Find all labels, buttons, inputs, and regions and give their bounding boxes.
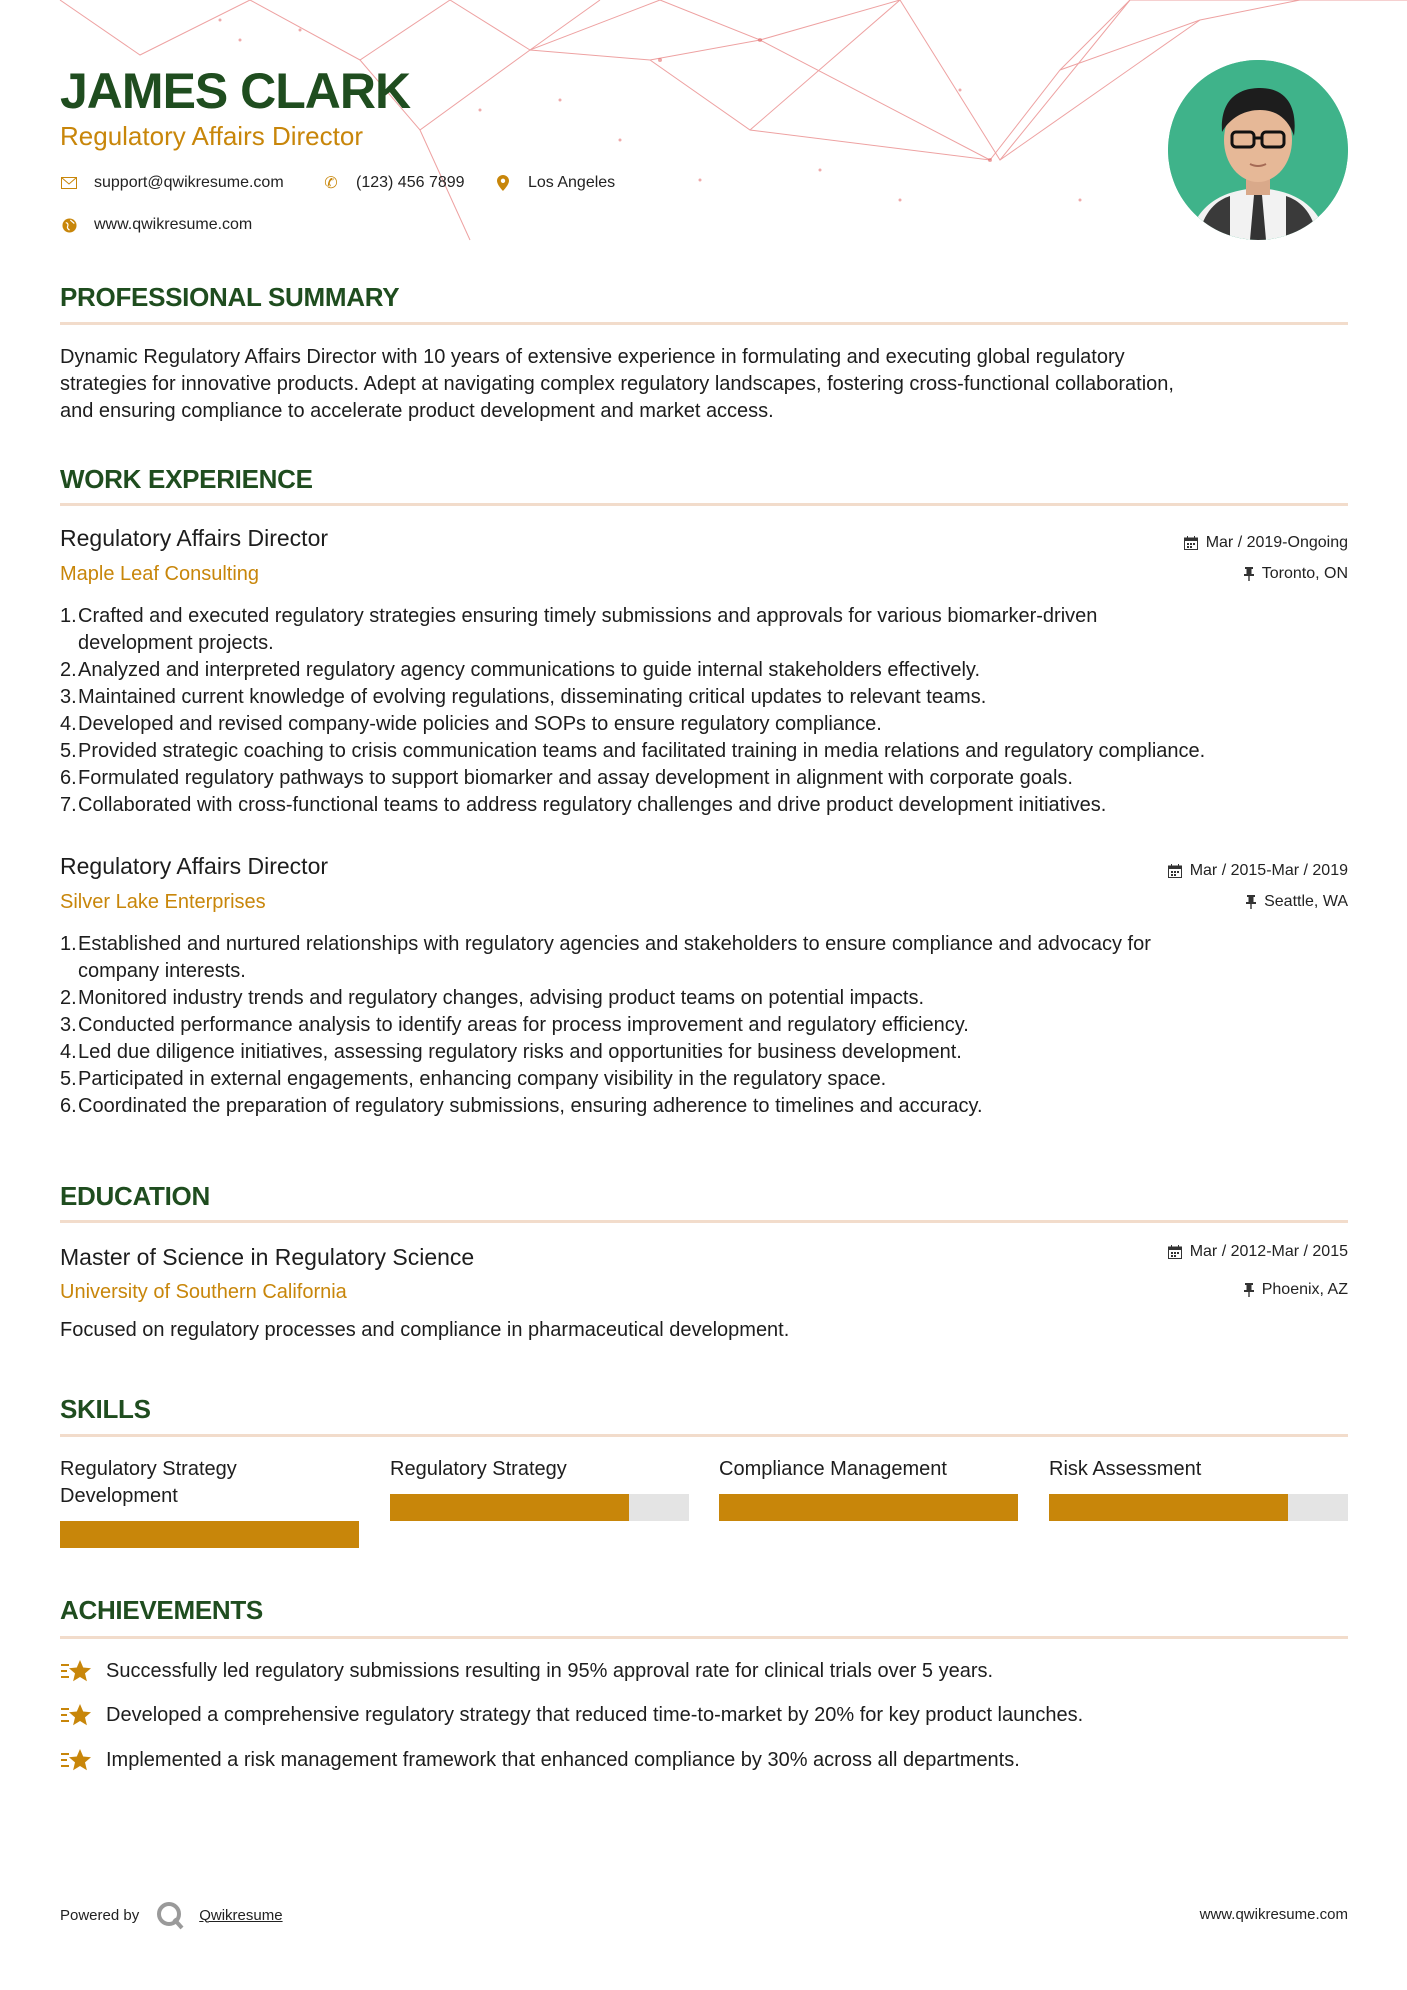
summary-text [60,344,1348,425]
star-award-icon [60,1657,92,1685]
skill-bar-fill [60,1521,359,1548]
location-contact [494,174,615,192]
list-item: 2. Analyzed and interpreted regulatory agency communications to guide internal stakeholders effectively. [60,659,981,681]
calendar-icon [1184,536,1198,550]
degree-title: Master of Science in Regulatory Science [60,1244,475,1270]
list-item: 4. Developed and revised company-wide policies and SOPs to ensure regulatory compliance. [60,713,882,735]
achievement-text: Implemented a risk management framework that enhanced compliance by 30% across all departments. [106,1748,1020,1771]
achievement-text: Successfully led regulatory submissions resulting in 95% approval rate for clinical trials over 5 years. [106,1659,994,1682]
education-heading: EDUCATION [60,1181,210,1211]
list-item: 3. Maintained current knowledge of evolving regulations, disseminating critical updates to relevant teams. [60,686,987,708]
powered-by-label: Powered by [60,1906,140,1924]
phone-number: (123) 456 7899 [356,174,465,191]
footer-powered-by [60,1900,283,1930]
email-contact [60,174,284,192]
candidate-name: JAMES CLARK [60,63,411,119]
education-divider [60,1220,1348,1223]
phone-contact [322,174,465,192]
calendar-icon [1168,1245,1182,1259]
job-company: Maple Leaf Consulting [60,563,260,585]
education-date [1168,1243,1348,1261]
list-item: 5. Provided strategic coaching to crisis communication teams and facilitated training in media relations and regulatory compliance. [60,740,1206,762]
footer-url[interactable]: www.qwikresume.com [1199,1906,1348,1923]
job-location-text: Seattle, WA [1264,893,1348,910]
job-date-text: Mar / 2019-Ongoing [1205,534,1348,551]
star-award-icon [60,1746,92,1774]
summary-line: and ensuring compliance to accelerate product development and market access. [60,400,774,422]
skill-bar-fill [719,1494,1018,1521]
job-responsibilities [60,931,1350,1120]
skill-item [719,1456,1018,1483]
profile-photo [1168,60,1348,240]
pushpin-icon [1244,1283,1254,1297]
job-responsibilities [60,603,1350,819]
education-location-text: Phoenix, AZ [1261,1281,1348,1298]
summary-line: Dynamic Regulatory Affairs Director with 10 years of extensive experience in formulating and executing global regulatory [60,346,1125,368]
skills-heading: SKILLS [60,1394,151,1424]
job-location [1244,565,1348,583]
education-date-text: Mar / 2012-Mar / 2015 [1189,1243,1348,1260]
envelope-icon [60,174,78,192]
list-item: 2. Monitored industry trends and regulatory changes, advising product teams on potential impacts. [60,987,925,1009]
education-description: Focused on regulatory processes and compliance in pharmaceutical development. [60,1319,790,1341]
skill-item [1049,1456,1348,1483]
list-item: 4. Led due diligence initiatives, assessing regulatory risks and opportunities for business development. [60,1041,962,1063]
list-item: 1. Crafted and executed regulatory strategies ensuring timely submissions and approvals for various biomarker-driven development projects. [60,605,1098,654]
globe-icon [60,216,78,234]
location-text: Los Angeles [528,174,616,191]
list-item: 7. Collaborated with cross-functional teams to address regulatory challenges and drive product development initiatives. [60,794,1107,816]
achievements-divider [60,1636,1348,1639]
job-location [1246,893,1348,911]
website-contact [60,216,252,234]
list-item: 1. Established and nurtured relationships with regulatory agencies and stakeholders to ensure compliance and advocacy for company interests. [60,933,1151,982]
calendar-icon [1168,864,1182,878]
skill-item [390,1456,689,1483]
experience-heading: WORK EXPERIENCE [60,464,313,494]
website-link[interactable]: www.qwikresume.com [94,216,253,233]
list-item: 6. Coordinated the preparation of regulatory submissions, ensuring adherence to timelines and accuracy. [60,1095,983,1117]
summary-heading: PROFESSIONAL SUMMARY [60,282,400,312]
skill-label: Compliance Management [719,1458,947,1480]
summary-divider [60,322,1348,325]
list-item: 5. Participated in external engagements, enhancing company visibility in the regulatory space. [60,1068,887,1090]
skill-bar [390,1494,689,1521]
email-link[interactable]: support@qwikresume.com [94,174,284,191]
skill-label: Regulatory Strategy Development [60,1458,237,1507]
achievements-heading: ACHIEVEMENTS [60,1595,263,1625]
job-title: Regulatory Affairs Director [60,853,329,879]
skill-bar-fill [390,1494,629,1521]
skill-bar-fill [1049,1494,1288,1521]
job-title: Regulatory Affairs Director [60,525,329,551]
education-location [1244,1281,1348,1299]
skill-bar [719,1494,1018,1521]
phone-icon: ✆ [324,175,338,192]
skill-bar [60,1521,359,1548]
pushpin-icon [1244,567,1254,581]
experience-divider [60,503,1348,506]
job-date [1184,534,1348,552]
achievement-item [60,1701,1083,1729]
pushpin-icon [1246,895,1256,909]
summary-line: strategies for innovative products. Adept at navigating complex regulatory landscapes, fostering cross-functional collaboration, [60,373,1174,395]
school-name: University of Southern California [60,1281,347,1303]
qwikresume-link[interactable]: Qwikresume [199,1906,283,1924]
skill-label: Regulatory Strategy [390,1458,567,1480]
map-pin-icon [494,174,512,192]
skill-bar [1049,1494,1348,1521]
qwikresume-logo-icon [155,1900,185,1930]
achievement-text: Developed a comprehensive regulatory strategy that reduced time-to-market by 20% for key product launches. [106,1703,1084,1726]
skill-label: Risk Assessment [1049,1458,1202,1480]
job-location-text: Toronto, ON [1261,565,1348,582]
list-item: 3. Conducted performance analysis to identify areas for process improvement and regulatory efficiency. [60,1014,969,1036]
skill-item [60,1456,359,1510]
job-date [1168,862,1348,880]
job-date-text: Mar / 2015-Mar / 2019 [1189,862,1348,879]
achievement-item [60,1657,993,1685]
job-company: Silver Lake Enterprises [60,891,266,913]
list-item: 6. Formulated regulatory pathways to support biomarker and assay development in alignment with corporate goals. [60,767,1073,789]
star-award-icon [60,1701,92,1729]
skills-divider [60,1434,1348,1437]
achievement-item [60,1746,1020,1774]
candidate-title: Regulatory Affairs Director [60,121,363,151]
